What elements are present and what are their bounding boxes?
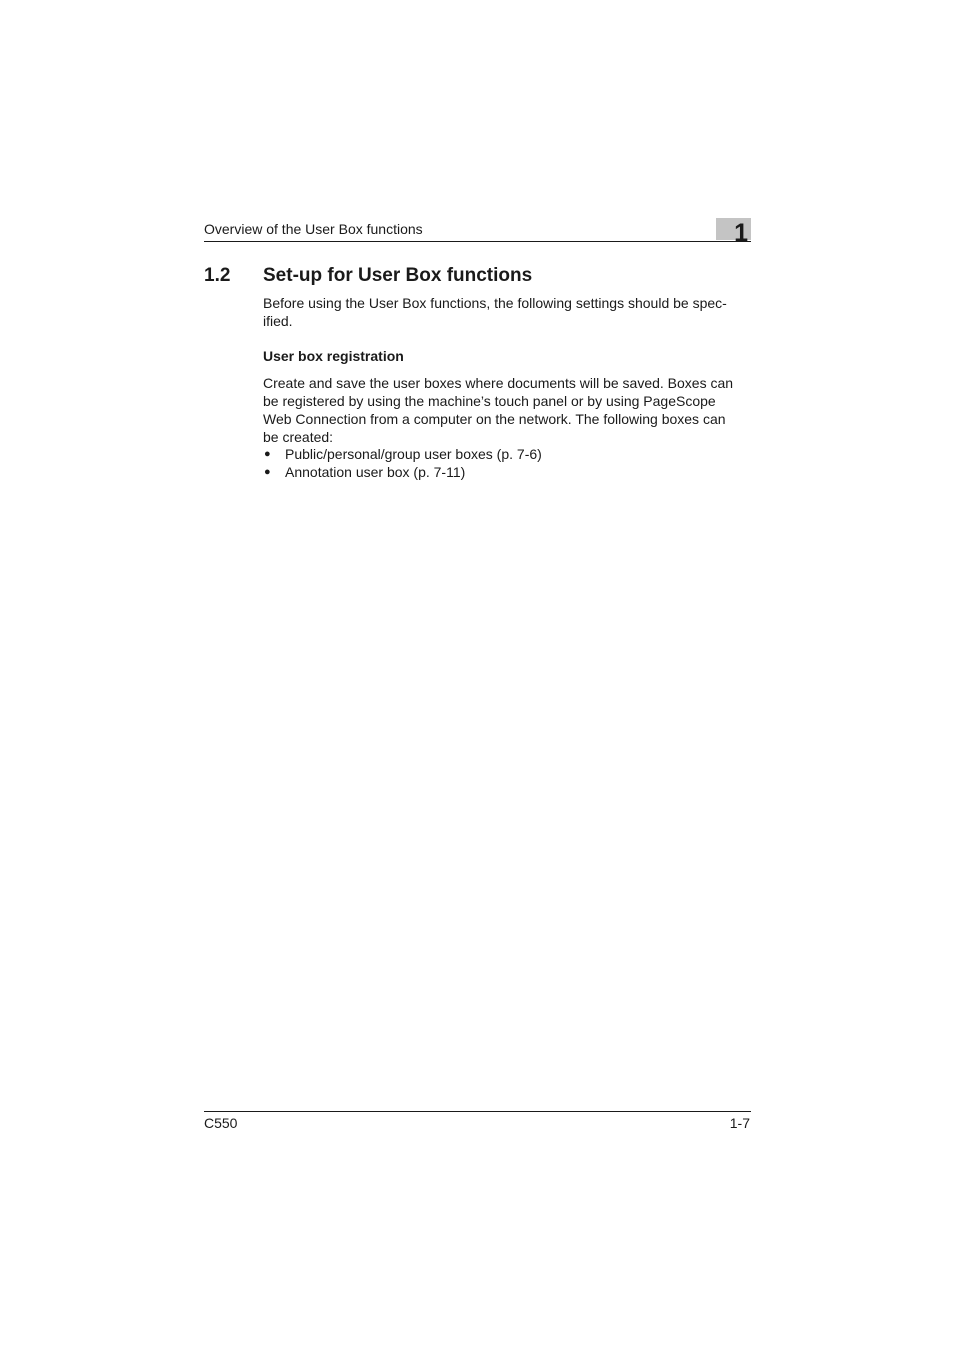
header-title: Overview of the User Box functions xyxy=(204,221,423,237)
list-item xyxy=(263,463,542,481)
bullet-list xyxy=(263,445,542,481)
intro-paragraph xyxy=(263,294,751,330)
body-line: be created: xyxy=(263,429,334,445)
intro-line: ified. xyxy=(263,313,293,329)
list-item xyxy=(263,445,542,463)
list-item-text: Annotation user box (p. 7-11) xyxy=(285,464,466,480)
chapter-tab xyxy=(716,218,751,247)
body-line: Create and save the user boxes where documents will be saved. Boxes can xyxy=(263,375,734,391)
intro-line: Before using the User Box functions, the following settings should be spec- xyxy=(263,295,727,311)
list-item-text: Public/personal/group user boxes (p. 7-6) xyxy=(285,446,542,462)
bullet-icon: ● xyxy=(264,466,271,478)
footer-divider xyxy=(204,1111,751,1112)
bullet-icon: ● xyxy=(264,448,271,460)
body-line: Web Connection from a computer on the network. The following boxes can xyxy=(263,411,726,427)
footer-model: C550 xyxy=(204,1115,238,1131)
footer-page-number: 1-7 xyxy=(729,1115,750,1131)
body-line: be registered by using the machine’s touch panel or by using PageScope xyxy=(263,393,716,409)
section-title: Set-up for User Box functions xyxy=(263,265,533,286)
header-divider xyxy=(204,241,751,242)
section-number: 1.2 xyxy=(204,265,231,286)
chapter-number: 1 xyxy=(734,219,748,247)
subsection-heading: User box registration xyxy=(263,348,404,364)
body-paragraph xyxy=(263,374,753,446)
